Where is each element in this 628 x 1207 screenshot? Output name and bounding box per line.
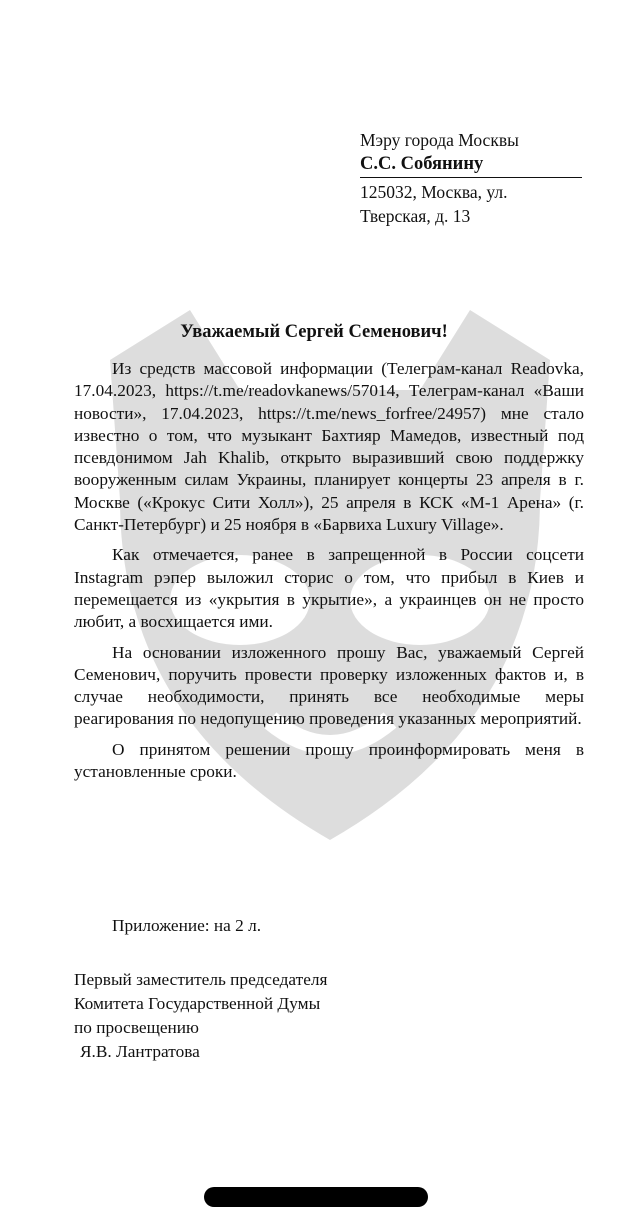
addressee-block — [360, 128, 590, 228]
addressee-title: Мэру города Москвы — [360, 130, 519, 150]
letter-body — [74, 358, 584, 791]
signature-position-line3: по просвещению — [74, 1018, 199, 1037]
home-indicator-bar[interactable] — [204, 1187, 428, 1207]
paragraph-3: На основании изложенного прошу Вас, уважаемый Сергей Семенович, поручить провести проверку изложенных фактов и, в случае необходимости, принять все необходимые меры реагирования по недопущению проведения указанных мероприятий. — [74, 642, 584, 729]
signature-position-line1: Первый заместитель председателя — [74, 970, 328, 989]
signature-position-line2: Комитета Государственной Думы — [74, 994, 321, 1013]
addressee-address-line2: Тверская, д. 13 — [360, 206, 471, 226]
paragraph-4: О принятом решении прошу проинформировать меня в установленные сроки. — [74, 739, 584, 782]
addressee-address-line1: 125032, Москва, ул. — [360, 182, 508, 202]
attachment-note: Приложение: на 2 л. — [112, 916, 262, 935]
greeting: Уважаемый Сергей Семенович! — [180, 322, 448, 342]
paragraph-2: Как отмечается, ранее в запрещенной в России соцсети Instagram рэпер выложил сторис о том, что прибыл в Киев и перемещается из «укрытия в укрытие», а украинцев он не просто любит, а восхищается ими. — [74, 545, 584, 632]
addressee-name: С.С. Собянину — [360, 152, 582, 178]
paragraph-1: Из средств массовой информации (Телеграм-канал Readovka, 17.04.2023, https://t.me/readovkanews/57014, Телеграм-канал «Ваши новости», 17.04.2023, https://t.me/news_forfree/24957) мне стало известно о том, что музыкант Бахтияр Мамедов, известный под псевдонимом Jah Khalib, открыто выразивший свою поддержку вооруженным силам Украины, планирует концерты 23 апреля в г. Москве («Крокус Сити Холл»), 25 апреля в КСК «М-1 Арена» (г. Санкт-Петербург) и 25 ноября в «Барвиха Luxury Village». — [74, 359, 584, 535]
signature-block — [74, 968, 327, 1064]
signer-name: Я.В. Лантратова — [80, 1042, 200, 1061]
